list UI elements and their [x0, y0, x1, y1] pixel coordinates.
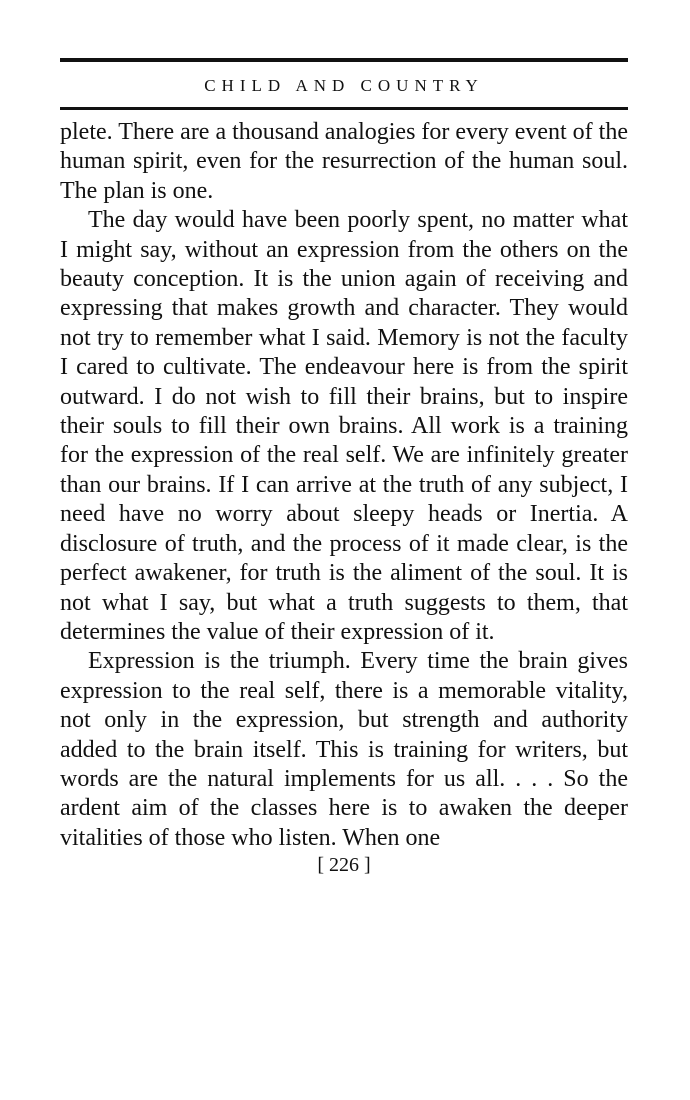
page-number: [ 226 ] — [317, 854, 371, 877]
running-head: CHILD AND COUNTRY — [204, 76, 484, 95]
paragraph: Expression is the triumph. Every time the brain gives expression to the real self, there is a memorable vitality, not only in the expression, but strength and authority added to the brain itself. This is training for writers, but words are the natural implements for us all. . . . So the ardent aim of the classes here is to awaken the deeper vitalities of those who listen. When one — [60, 648, 628, 851]
paragraph: The day would have been poorly spent, no matter what I might say, without an expression from the others on the beauty conception. It is the union again of receiving and expressing that makes growth and character. They would not try to remember what I said. Memory is not the faculty I cared to cultivate. The endeavour here is from the spirit outward. I do not wish to fill their brains, but to inspire their souls to fill their own brains. All work is a training for the expression of the real self. We are infinitely greater than our brains. If I can arrive at the truth of any subject, I need have no worry about sleepy heads or Inertia. A disclosure of truth, and the process of it made clear, is the perfect awakener, for truth is the aliment of the soul. It is not what I say, but what a truth suggests to them, that determines the value of their expression of it. — [60, 207, 628, 645]
header-top-rule — [60, 58, 628, 62]
body-text — [60, 118, 628, 853]
book-page — [60, 58, 628, 877]
header-bottom-rule — [60, 107, 628, 110]
paragraph-continued: plete. There are a thousand analogies for every event of the human spirit, even for the resurrection of the human soul. The plan is one. — [60, 119, 628, 204]
